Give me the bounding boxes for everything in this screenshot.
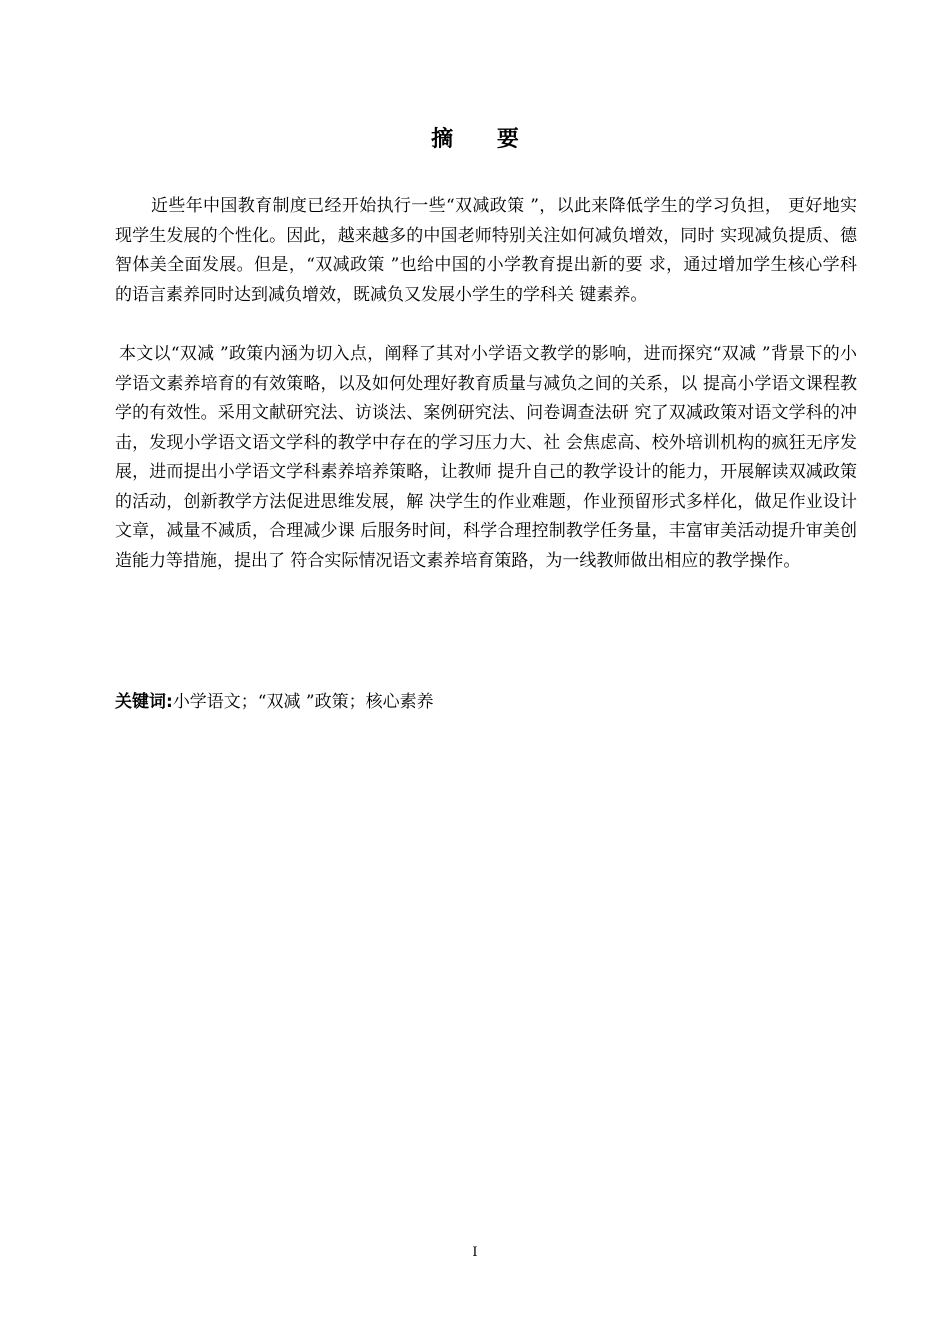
keywords-text: 小学语文；“双减 ”政策；核心素养 <box>172 692 434 712</box>
page-number: I <box>472 1245 478 1260</box>
abstract-title: 摘 要 <box>431 127 537 152</box>
keywords-line <box>115 688 857 717</box>
abstract-paragraph-2: 本文以“双减 ”政策内涵为切入点，阐释了其对小学语文教学的影响，进而探究“双减 ”背景下的小学语文素养培育的有效策略，以及如何处理好教育质量与减负之间的关系，以 提高小学语文课程教学的有效性。采用文献研究法、访谈法、案例研究法、问卷调查法研 究了双减政策对语文学科的冲击，发现小学语文语文学科的教学中存在的学习压力大、社 会焦虑高、校外培训机构的疯狂无序发展，进而提出小学语文学科素养培养策略，让教师 提升自己的教学设计的能力，开展解读双减政策的活动，创新教学方法促进思维发展，解 决学生的作业难题，作业预留形式多样化，做足作业设计文章，减量不减质，合理减少课 后服务时间，科学合理控制教学任务量，丰富审美活动提升审美创造能力等措施，提出了 符合实际情况语文素养培育策路，为一线教师做出相应的教学操作。 <box>115 344 857 571</box>
keywords-label: 关键词: <box>115 692 173 712</box>
abstract-paragraph-1: 近些年中国教育制度已经开始执行一些“双减政策 ”，以此来降低学生的学习负担， 更好地实现学生发展的个性化。因此，越来越多的中国老师特别关注如何减负增效，同时 实现减负提质、德智体美全面发展。但是，“双减政策 ”也给中国的小学教育提出新的要 求，通过增加学生核心学科的语言素养同时达到减负增效，既减负又发展小学生的学科关 键素养。 <box>115 196 857 305</box>
